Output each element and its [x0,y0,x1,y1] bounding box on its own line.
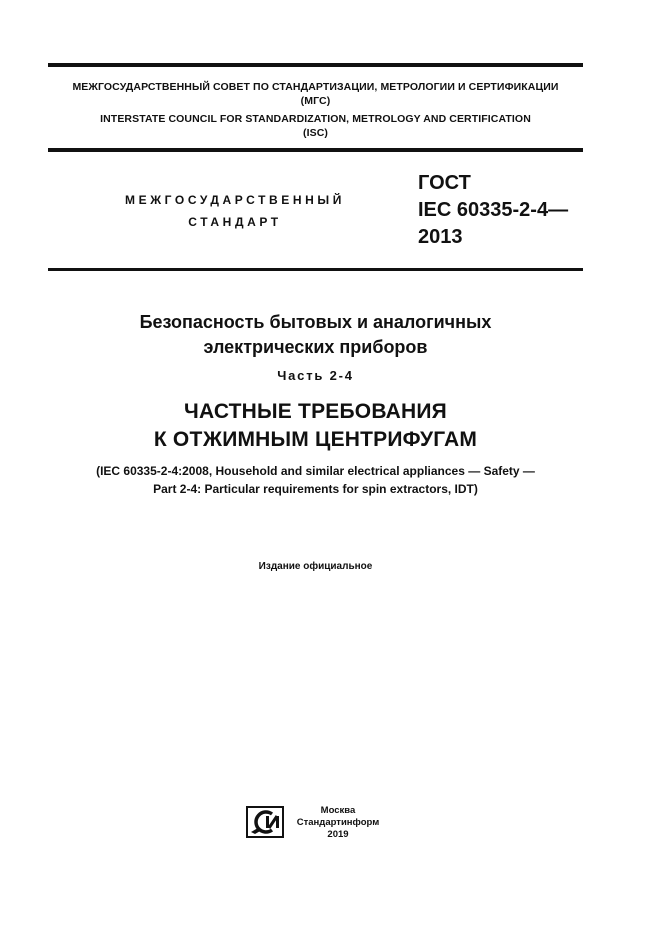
council-ru-line2: (МГС) [300,95,331,107]
main-title-line2: К ОТЖИМНЫМ ЦЕНТРИФУГАМ [153,428,478,451]
publisher-info [296,805,380,841]
intl-line2: Part 2-4: Particular requirements for spin extractors, IDT) [153,482,478,496]
standard-label-line2: СТАНДАРТ [188,215,282,229]
council-header-en [48,112,583,140]
intl-line1: (IEC 60335-2-4:2008, Household and similar electrical appliances — Safety — [96,464,535,478]
publisher-city: Москва [320,805,356,816]
standard-label [95,189,375,233]
designation-line3: 2013 [418,226,463,248]
document-title [48,310,583,360]
council-en-line1: INTERSTATE COUNCIL FOR STANDARDIZATION, METROLOGY AND CERTIFICATION [100,113,531,125]
header-rule [48,148,583,152]
designation-line1: ГОСТ [418,172,471,194]
part-number: Часть 2-4 [277,368,354,383]
standard-designation [418,170,568,251]
publisher-name: Стандартинформ [296,817,380,828]
council-header-ru [48,80,583,108]
council-en-line2: (ISC) [303,127,328,139]
council-ru-line1: МЕЖГОСУДАРСТВЕННЫЙ СОВЕТ ПО СТАНДАРТИЗАЦИИ, МЕТРОЛОГИИ И СЕРТИФИКАЦИИ [72,81,559,93]
title-line1: Безопасность бытовых и аналогичных [139,312,492,332]
designation-line2: IEC 60335-2-4— [418,199,569,221]
designation-rule [48,268,583,271]
international-reference [48,462,583,498]
title-line2: электрических приборов [203,337,428,357]
main-title [48,398,583,454]
standartinform-logo-icon [246,806,284,838]
standard-label-line1: МЕЖГОСУДАРСТВЕННЫЙ [125,193,345,207]
publisher-year: 2019 [327,829,349,840]
edition-note: Издание официальное [258,561,373,572]
main-title-line1: ЧАСТНЫЕ ТРЕБОВАНИЯ [184,400,447,423]
top-rule [48,63,583,67]
